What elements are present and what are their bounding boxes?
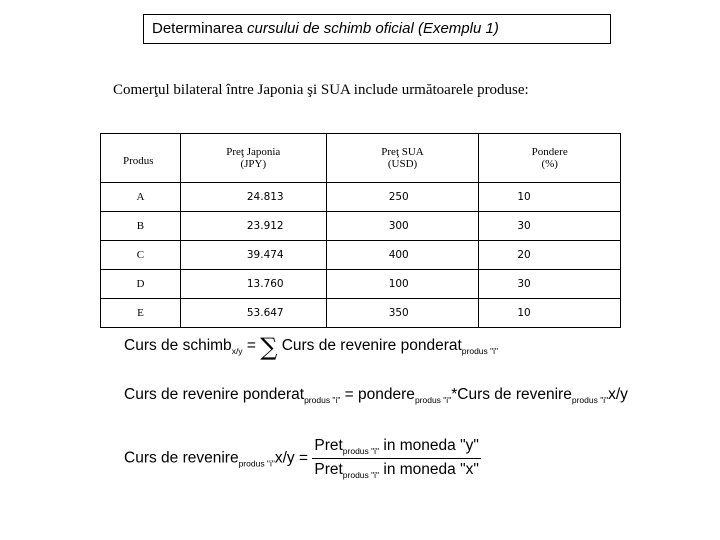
cell-pondere: 10	[479, 183, 621, 212]
f2-t2-sub: produs "i"	[571, 395, 609, 405]
formula-curs-ponderat	[124, 386, 628, 405]
f3-lhs-sub: produs "i"	[238, 458, 275, 469]
header-line2: (USD)	[387, 158, 418, 170]
f1-eq: =	[246, 337, 256, 354]
f2-t1-sub: produs "i"	[414, 395, 452, 405]
table-row	[101, 270, 621, 299]
cell-produs: A	[101, 183, 181, 212]
f1-lhs-sub: x/y	[231, 346, 243, 356]
header-line1: Pondere	[531, 146, 568, 158]
cell-pondere: 30	[479, 270, 621, 299]
cell-pret-sua: 100	[326, 270, 479, 299]
f3-eq: =	[298, 449, 309, 467]
f3-num-word: Pret	[314, 437, 343, 454]
intro-text: Comerţul bilateral între Japonia şi SUA include următoarele produse:	[113, 82, 529, 98]
cell-produs: C	[101, 241, 181, 270]
cell-pret-sua: 300	[326, 212, 479, 241]
cell-pret-japonia: 24.813	[180, 183, 326, 212]
f3-num-sub: produs "i"	[342, 446, 380, 456]
f3-lhs: Curs de revenire	[124, 449, 239, 467]
f1-lhs: Curs de schimb	[124, 337, 232, 354]
header-line2: (%)	[541, 158, 558, 170]
f2-t2-tail: x/y	[608, 386, 628, 403]
cell-pret-japonia: 23.912	[180, 212, 326, 241]
cell-pondere: 30	[479, 212, 621, 241]
cell-produs: B	[101, 212, 181, 241]
f3-den-tail: in moneda "x"	[383, 461, 479, 478]
f2-lhs-sub: produs "i"	[304, 395, 341, 405]
header-produs-label: Produs	[123, 155, 154, 167]
f1-rhs-sub: produs "i"	[461, 346, 499, 356]
f2-eq: =	[344, 386, 354, 403]
table-row	[101, 212, 621, 241]
header-line2: (JPY)	[240, 158, 267, 170]
f3-den-word: Pret	[314, 461, 343, 478]
f3-num-tail: in moneda "y"	[383, 437, 479, 454]
formula-curs-de-schimb	[124, 333, 498, 361]
title-italic: cursului de schimb oficial (Exemplu 1)	[247, 20, 499, 37]
header-line1: Preţ Japonia	[226, 146, 281, 158]
header-pret-sua	[326, 134, 479, 183]
cell-pret-sua: 250	[326, 183, 479, 212]
f2-t1: pondere	[358, 386, 415, 403]
table-header-row	[101, 134, 621, 183]
header-line1: Preţ SUA	[381, 146, 424, 158]
products-table	[100, 133, 621, 328]
header-pondere	[479, 134, 621, 183]
cell-pret-japonia: 39.474	[180, 241, 326, 270]
title-normal: Determinarea	[152, 20, 243, 37]
f2-t2: Curs de revenire	[457, 386, 572, 403]
cell-pret-japonia: 13.760	[180, 270, 326, 299]
fraction-denominator	[312, 459, 480, 480]
cell-pret-sua: 400	[326, 241, 479, 270]
slide-title	[143, 14, 611, 44]
cell-pondere: 10	[479, 299, 621, 328]
f3-den-sub: produs "i"	[342, 470, 380, 480]
fraction-numerator	[312, 437, 480, 459]
f1-rhs: Curs de revenire ponderat	[281, 337, 462, 354]
header-pret-japonia	[180, 134, 326, 183]
cell-pret-japonia: 53.647	[180, 299, 326, 328]
fraction	[312, 437, 480, 480]
sigma-symbol: ∑	[260, 333, 278, 361]
cell-pret-sua: 350	[326, 299, 479, 328]
f2-op: *	[451, 386, 458, 403]
formula-curs-de-revenire	[124, 437, 481, 480]
f3-lhs-tail: x/y	[274, 449, 295, 467]
table-row	[101, 183, 621, 212]
table-row	[101, 241, 621, 270]
header-produs	[101, 134, 181, 183]
cell-pondere: 20	[479, 241, 621, 270]
cell-produs: E	[101, 299, 181, 328]
f2-lhs: Curs de revenire ponderat	[124, 386, 305, 403]
table-row	[101, 299, 621, 328]
cell-produs: D	[101, 270, 181, 299]
